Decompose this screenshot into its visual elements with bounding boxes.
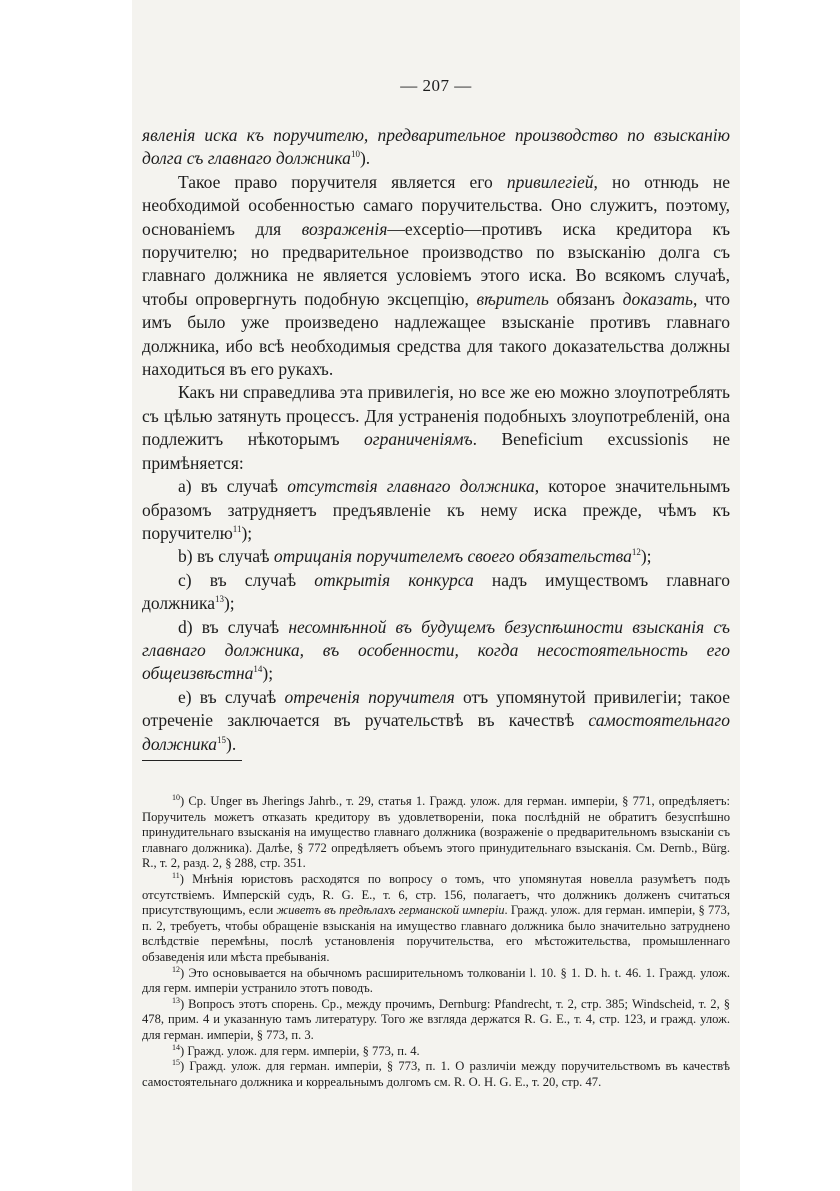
footnote-text: . Гражд. улож. для герман. имперіи, § 773, п. 2, требуетъ, чтобы обращеніе взысканія на имущество главнаго должника было значительно затруднено вслѣдствіе перемѣны, послѣ установленія поручительства, его мѣстожительства, промышленнаго обзаведенія или мѣста пребыванія.	[142, 903, 730, 964]
text-run: , которое значительнымъ образомъ затрудняетъ предъявленіе къ нему иска прежде, чѣмъ къ поручителю	[142, 476, 731, 543]
text-run: );	[262, 663, 274, 684]
text-run: е) въ случаѣ	[178, 686, 285, 707]
footnote-number: 14	[172, 1042, 180, 1052]
italic-text: ограниченіямъ	[364, 429, 473, 450]
text-run: b) въ случаѣ	[178, 546, 274, 567]
text-run: . Beneficium excussionis не примѣняется:	[142, 429, 731, 473]
list-item-a	[142, 475, 730, 545]
text-run: );	[223, 593, 235, 614]
list-item-c	[142, 569, 730, 616]
footnote-text: ) Гражд. улож. для герман. имперіи, § 773, п. 1. О различіи между поручительствомъ въ качествѣ самостоятельнаго должника и корреальнымъ долгомъ см. R. O. H. G. E., т. 20, стр. 47.	[142, 1059, 730, 1089]
footnote-ref[interactable]: 10	[350, 149, 360, 160]
footnote-11	[142, 872, 730, 966]
list-item-e	[142, 686, 730, 756]
paragraph-limitations	[142, 381, 730, 475]
italic-text: вѣритель	[476, 288, 549, 309]
footnote-ref[interactable]: 14	[253, 664, 263, 675]
text-run: ).	[359, 148, 371, 169]
main-text	[142, 124, 730, 756]
text-run: с) въ случаѣ	[178, 569, 315, 590]
italic-text: явленія иска къ поручителю, предварительное производство по взысканію долга съ главнаго должника	[142, 125, 730, 169]
footnote-ref[interactable]: 15	[217, 734, 227, 745]
italic-text: отреченія поручителя	[284, 686, 455, 707]
footnote-text: ) Это основывается на обычномъ расширительномъ толкованіи l. 10. § 1. D. h. t. 46. 1. Гражд. улож. для герм. имперіи устранило этотъ поводъ.	[142, 965, 730, 996]
italic-text: возраженія	[301, 218, 388, 239]
text-run: Какъ ни справедлива эта привилегія, но все же ею можно злоупотреблять съ цѣлью затянуть процессъ. Для устраненія подобныхъ злоупотребленій, она подлежитъ нѣкоторымъ	[142, 382, 730, 450]
footnote-number: 12	[172, 964, 180, 974]
footnote-14	[142, 1044, 730, 1060]
text-run: );	[241, 522, 253, 543]
footnote-text: ) Гражд. улож. для герм. имперіи, § 773, п. 4.	[180, 1043, 420, 1058]
text-run: а) въ случаѣ	[178, 476, 288, 497]
italic-text: несомнѣнной въ будущемъ безуспѣшности взысканія съ главнаго должника, въ особенности, когда несостоятельность его общеизвѣстна	[142, 616, 730, 684]
text-run: d) въ случаѣ	[178, 616, 289, 637]
text-run: ).	[226, 733, 237, 754]
italic-text: самостоятельнаго должника	[142, 710, 730, 754]
footnote-12	[142, 966, 730, 997]
book-page	[132, 0, 740, 1191]
italic-text: живетъ въ предѣлахъ германской имперіи	[276, 903, 505, 918]
italic-text: отсутствія главнаго должника	[287, 476, 535, 497]
paragraph-continuation	[142, 124, 730, 171]
text-run: );	[640, 546, 652, 567]
list-item-b	[142, 545, 730, 568]
text-run: Такое право поручителя является его	[178, 171, 507, 192]
footnote-ref[interactable]: 11	[232, 524, 242, 535]
text-run: —exceptio—противъ иска кредитора къ поручителю; но предварительное производство по взысканію долга съ главнаго должника не является условіемъ этого иска. Во всякомъ случаѣ, чтобы опровергнуть подобную эксцепцію,	[142, 218, 730, 309]
footnotes	[142, 794, 730, 1090]
footnote-number: 13	[172, 995, 180, 1005]
text-run: отъ упомянутой привилегіи; такое отреченіе заключается въ ручательствѣ въ качествѣ	[142, 686, 731, 731]
italic-text: отрицанія поручителемъ своего обязательства	[273, 546, 632, 567]
footnote-number: 15	[172, 1057, 180, 1067]
footnote-13	[142, 997, 730, 1044]
paragraph-privilege	[142, 171, 730, 382]
italic-text: привилегіей	[506, 171, 594, 192]
footnote-number: 10	[172, 792, 180, 802]
footnote-15	[142, 1059, 730, 1090]
text-run: обязанъ	[548, 288, 623, 309]
footnote-separator	[142, 760, 242, 761]
footnote-10	[142, 794, 730, 872]
footnote-number: 11	[172, 870, 180, 880]
footnote-text: ) Мнѣнія юристовъ расходятся по вопросу о томъ, что упомянутая новелла разумѣетъ подъ отсутствіемъ. Имперскій судъ, R. G. E., т. 6, стр. 156, полагаетъ, что должникъ долженъ считаться присутствующимъ, если	[142, 871, 730, 918]
footnote-text: ) Вопросъ этотъ спорень. Ср., между прочимъ, Dernburg: Pfandrecht, т. 2, стр. 385; Windscheid, т. 2, § 478, прим. 4 и указанную тамъ литературу. Того же взгляда держатся R. G. E., т. 4, стр. 123, и гражд. улож. для герман. имперіи, § 773, п. 3.	[142, 996, 730, 1042]
list-item-d	[142, 616, 730, 686]
text-run: , что имъ было уже произведено надлежащее взысканіе противъ главнаго должника, ибо всѣ необходимыя средства для такого доказательства должны находиться въ его рукахъ.	[142, 288, 730, 380]
footnote-text: ) Ср. Unger въ Jherings Jahrb., т. 29, статья 1. Гражд. улож. для герман. имперіи, § 771, опредѣляетъ: Поручитель можетъ отказать кредитору въ удовлетвореніи, пока послѣдній не обратитъ безуспѣшно принудительнаго взысканія на имущество главнаго должника (возраженіе о предварительномъ взысканіи съ главнаго должника). Далѣе, § 772 опредѣляетъ объемъ этого принудительнаго взысканія. См. Dernb., Bürg. R., т. 2, разд. 2, § 288, стр. 351.	[142, 794, 730, 871]
text-run: надъ имуществомъ главнаго должника	[142, 569, 730, 614]
text-run: , но отнюдь не необходимой особенностью самаго поручительства. Оно служитъ, поэтому, основаніемъ для	[142, 171, 730, 239]
footnote-ref[interactable]: 13	[214, 594, 224, 605]
page-number: — 207 —	[400, 76, 472, 95]
italic-text: доказать	[622, 288, 693, 309]
footnote-ref[interactable]: 12	[631, 547, 641, 558]
italic-text: открытія конкурса	[314, 569, 474, 590]
